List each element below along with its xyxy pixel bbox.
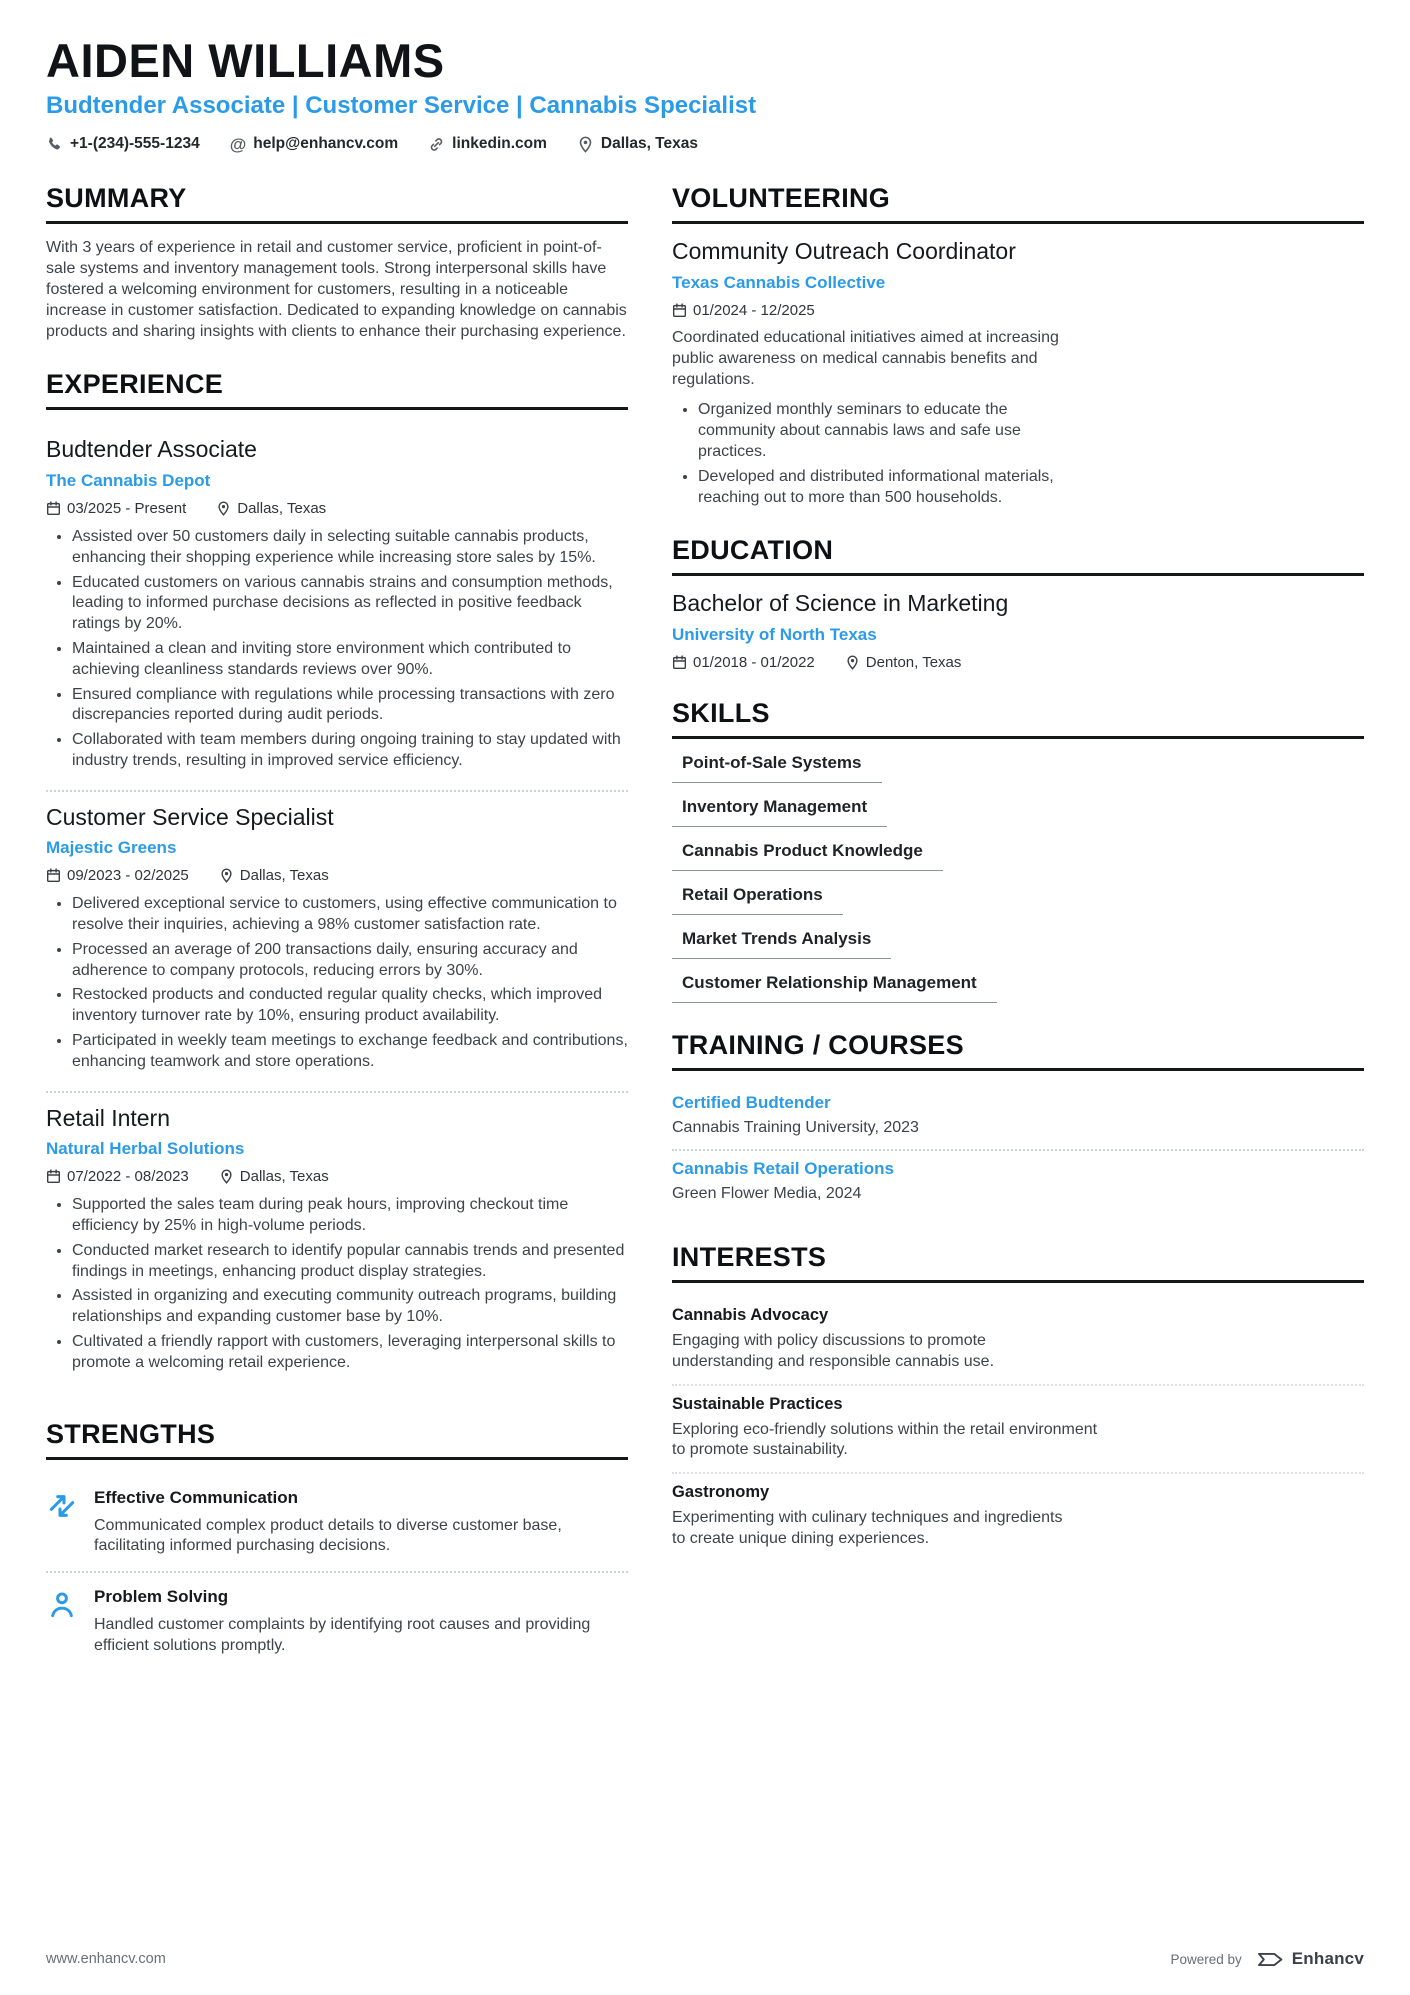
interest-item (672, 1472, 1364, 1561)
phone-number: +1-(234)-555-1234 (70, 135, 200, 153)
arrows-exchange-icon (46, 1490, 78, 1522)
company-name: Natural Herbal Solutions (46, 1139, 245, 1159)
education-meta (672, 654, 1364, 671)
job-location (219, 1168, 329, 1185)
summary-heading: SUMMARY (46, 183, 628, 224)
course-provider: Cannabis Training University, 2023 (672, 1118, 919, 1136)
training-heading: TRAINING / COURSES (672, 1030, 1364, 1071)
bullet: • Processed an average of 200 transactions daily, ensuring accuracy and adherence to company protocols, reducing errors by 30%. (72, 940, 628, 982)
location-pin-icon (577, 136, 594, 153)
interest-title: Gastronomy (672, 1483, 770, 1502)
email-text: help@enhancv.com (253, 135, 399, 153)
powered-by (1170, 1949, 1364, 1969)
volunteering-section (672, 183, 1364, 508)
date-range (46, 500, 186, 517)
strength-title: Effective Communication (94, 1487, 299, 1507)
website-text: linkedin.com (452, 135, 547, 153)
date-text: 01/2024 - 12/2025 (693, 301, 815, 319)
strength-title: Problem Solving (94, 1587, 229, 1607)
contact-location (577, 135, 698, 153)
contact-row (46, 135, 1364, 153)
experience-entry (46, 424, 628, 789)
summary-section (46, 183, 628, 342)
volunteer-bullets (672, 400, 1064, 508)
job-location (216, 500, 326, 517)
calendar-icon (46, 868, 61, 883)
company-name: Majestic Greens (46, 838, 177, 858)
course-item (672, 1149, 1364, 1215)
bullet: • Ensured compliance with regulations while processing transactions with zero discrepancies reported during audit periods. (72, 685, 628, 727)
date-range (46, 1168, 189, 1185)
powered-by-label: Powered by (1170, 1951, 1242, 1967)
volunteer-meta (672, 302, 1364, 319)
date-text: 01/2018 - 01/2022 (693, 653, 815, 671)
enhancv-website-link[interactable]: www.enhancv.com (46, 1951, 166, 1967)
date-range (672, 654, 815, 671)
calendar-icon (672, 655, 687, 670)
course-provider: Green Flower Media, 2024 (672, 1184, 862, 1202)
location-pin-icon (219, 868, 234, 883)
enhancv-logo-icon (1251, 1951, 1283, 1968)
strength-content (94, 1488, 628, 1558)
location-text: Dallas, Texas (600, 135, 698, 153)
skills-section (672, 698, 1364, 1003)
experience-entry (46, 790, 628, 1091)
bullet: • Delivered exceptional service to customers, using effective communication to resolve their inquiries, achieving a 98% customer satisfaction rate. (72, 894, 628, 936)
degree-title: Bachelor of Science in Marketing (672, 590, 1009, 617)
location-pin-icon (216, 501, 231, 516)
course-title: Certified Budtender (672, 1092, 831, 1112)
interest-title: Sustainable Practices (672, 1394, 843, 1413)
school-name: University of North Texas (672, 624, 877, 644)
skill-item: Point-of-Sale Systems (672, 753, 882, 783)
job-meta (46, 1168, 628, 1185)
headline: Budtender Associate | Customer Service | Cannabis Specialist (46, 92, 757, 120)
job-bullets (46, 894, 628, 1072)
bullet: • Conducted market research to identify popular cannabis trends and presented findings in meetings, enhancing product display strategies. (72, 1241, 628, 1283)
bullet: • Cultivated a friendly rapport with customers, leveraging interpersonal skills to promote a welcoming retail experience. (72, 1332, 628, 1374)
strengths-heading: STRENGTHS (46, 1419, 628, 1460)
link-icon (428, 136, 445, 153)
header (46, 36, 1364, 153)
bullet: • Educated customers on various cannabis strains and consumption methods, leading to informed purchase decisions as reflected in positive feedback ratings by 20%. (72, 573, 628, 635)
skill-item: Market Trends Analysis (672, 929, 891, 959)
date-text: 03/2025 - Present (67, 499, 187, 517)
at-icon: @ (229, 134, 247, 154)
strengths-section (46, 1419, 628, 1671)
phone-icon (46, 136, 63, 153)
interest-text: Exploring eco-friendly solutions within the retail environment to promote sustainability. (672, 1420, 1098, 1459)
content-columns (46, 183, 1364, 1670)
volunteer-role: Community Outreach Coordinator (672, 238, 1016, 265)
location-text: Dallas, Texas (239, 867, 329, 885)
bullet: • Developed and distributed informational materials, reaching out to more than 500 households. (698, 467, 1064, 509)
volunteer-description: Coordinated educational initiatives aimed at increasing public awareness on medical cannabis benefits and regulations. (672, 328, 1059, 388)
location-text: Denton, Texas (865, 653, 962, 671)
interest-title: Cannabis Advocacy (672, 1305, 829, 1324)
interest-item (672, 1384, 1364, 1473)
bullet: • Collaborated with team members during ongoing training to stay updated with industry trends, resulting in improved service efficiency. (72, 730, 628, 772)
interests-section (672, 1242, 1364, 1561)
education-location (845, 654, 962, 671)
job-location (219, 867, 329, 884)
location-pin-icon (219, 1169, 234, 1184)
interests-heading: INTERESTS (672, 1242, 1364, 1283)
interest-text: Experimenting with culinary techniques and ingredients to create unique dining experiences. (672, 1509, 1063, 1547)
brand-name: Enhancv (1291, 1949, 1364, 1968)
education-section (672, 535, 1364, 671)
summary-text: With 3 years of experience in retail and customer service, proficient in point-of-sale systems and inventory management tools. Strong interpersonal skills have fostered a welcoming environment for customers, resulting in a noticeable increase in customer satisfaction. Dedicated to expanding knowledge on cannabis products and sharing insights with clients to enhance their purchasing experience. (46, 239, 627, 340)
job-bullets (46, 1195, 628, 1373)
training-section (672, 1030, 1364, 1215)
course-item (672, 1085, 1364, 1149)
date-text: 09/2023 - 02/2025 (67, 867, 189, 885)
strength-item (46, 1571, 628, 1671)
skill-item: Inventory Management (672, 797, 887, 827)
location-text: Dallas, Texas (237, 499, 327, 517)
course-title: Cannabis Retail Operations (672, 1158, 894, 1178)
calendar-icon (46, 501, 61, 516)
skills-heading: SKILLS (672, 698, 1364, 739)
experience-section (46, 369, 628, 1391)
job-title: Budtender Associate (46, 436, 257, 463)
date-text: 07/2022 - 08/2023 (67, 1168, 189, 1186)
experience-heading: EXPERIENCE (46, 369, 628, 410)
calendar-icon (672, 303, 687, 318)
phone-link[interactable] (46, 135, 200, 153)
education-heading: EDUCATION (672, 535, 1364, 576)
strength-item (46, 1474, 628, 1572)
location-text: Dallas, Texas (239, 1168, 329, 1186)
interest-item (672, 1297, 1364, 1384)
bullet: • Supported the sales team during peak hours, improving checkout time efficiency by 25% in high-volume periods. (72, 1195, 628, 1237)
linkedin-link[interactable] (428, 135, 547, 153)
job-title: Customer Service Specialist (46, 803, 334, 830)
job-title: Retail Intern (46, 1104, 171, 1131)
strength-text: Handled customer complaints by identifying root causes and providing efficient solutions promptly. (94, 1616, 591, 1655)
calendar-icon (46, 1169, 61, 1184)
company-name: The Cannabis Depot (46, 470, 211, 490)
right-column (672, 183, 1364, 1670)
strength-content (94, 1587, 628, 1657)
skill-item: Retail Operations (672, 885, 843, 915)
left-column (46, 183, 628, 1670)
person-name: AIDEN WILLIAMS (46, 34, 445, 87)
date-range (46, 867, 189, 884)
interest-text: Engaging with policy discussions to promote understanding and responsible cannabis use. (672, 1331, 995, 1370)
email-link[interactable] (230, 135, 398, 153)
date-range (672, 302, 815, 319)
volunteer-organization: Texas Cannabis Collective (672, 272, 886, 292)
job-meta (46, 867, 628, 884)
volunteering-heading: VOLUNTEERING (672, 183, 1364, 224)
bullet: • Maintained a clean and inviting store environment which contributed to achieving cleanliness standards reviews over 90%. (72, 639, 628, 681)
strength-text: Communicated complex product details to diverse customer base, facilitating informed purchasing decisions. (94, 1516, 562, 1555)
person-icon (46, 1589, 78, 1621)
skill-item: Customer Relationship Management (672, 973, 997, 1003)
footer (46, 1949, 1364, 1969)
bullet: • Participated in weekly team meetings to exchange feedback and contributions, enhancing teamwork and store operations. (72, 1031, 628, 1073)
bullet: • Organized monthly seminars to educate the community about cannabis laws and safe use practices. (698, 400, 1064, 462)
skills-list (672, 753, 1364, 1003)
skill-item: Cannabis Product Knowledge (672, 841, 943, 871)
bullet: • Assisted over 50 customers daily in selecting suitable cannabis products, enhancing their shopping experience while increasing store sales by 15%. (72, 527, 628, 569)
job-meta (46, 500, 628, 517)
bullet: • Assisted in organizing and executing community outreach programs, building relationships and expanding customer base by 10%. (72, 1286, 628, 1328)
experience-entry (46, 1091, 628, 1392)
job-bullets (46, 527, 628, 772)
location-pin-icon (845, 655, 860, 670)
bullet: • Restocked products and conducted regular quality checks, which improved inventory turnover rate by 10%, ensuring product availability. (72, 985, 628, 1027)
